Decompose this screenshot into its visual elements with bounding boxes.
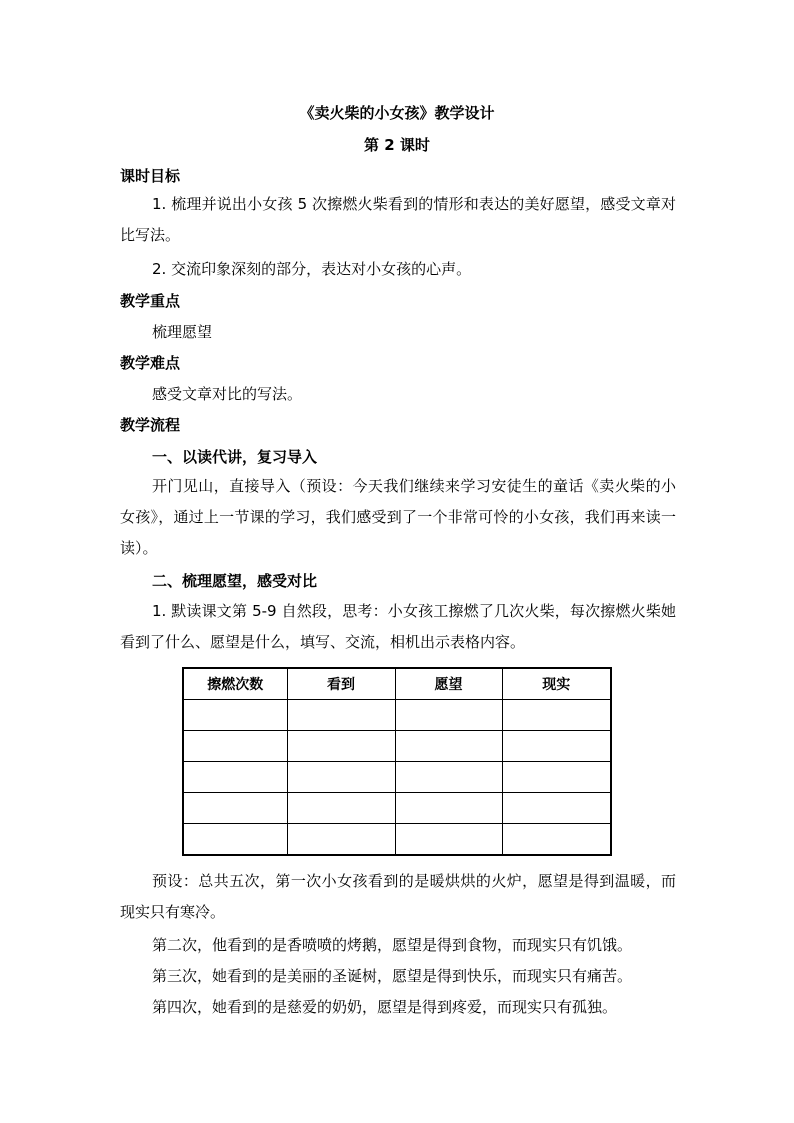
column-header-seen: 看到 [287, 668, 395, 700]
table-cell [183, 824, 287, 856]
difficulty-text: 感受文章对比的写法。 [152, 385, 303, 403]
answer-paragraph-3: 第三次，她看到的是美丽的圣诞树，愿望是得到快乐，而现实只有痛苦。 [152, 967, 633, 985]
table-row [183, 731, 611, 762]
table-cell [183, 700, 287, 731]
key-points-heading: 教学重点 [120, 292, 181, 310]
table-cell [395, 700, 502, 731]
section-1-heading: 一、以读代讲，复习导入 [152, 448, 318, 466]
table-header-row [183, 668, 611, 700]
answer-paragraph-4: 第四次，她看到的是慈爱的奶奶，愿望是得到疼爱，而现实只有孤独。 [152, 998, 618, 1016]
table-cell [502, 700, 611, 731]
table-cell [395, 824, 502, 856]
section-2-text: 1. 默读课文第 5-9 自然段，思考：小女孩工擦燃了几次火柴，每次擦燃火柴她看到了什么、愿望是什么，填写、交流，相机出示表格内容。 [120, 602, 676, 651]
table-cell [395, 731, 502, 762]
goal-item-1: 1. 梳理并说出小女孩 5 次擦燃火柴看到的情形和表达的美好愿望，感受文章对比写法。 [120, 195, 676, 244]
answer-paragraph-2: 第二次，他看到的是香喷喷的烤鹅，愿望是得到食物，而现实只有饥饿。 [152, 936, 633, 954]
table-cell [502, 793, 611, 824]
column-header-count: 擦燃次数 [183, 668, 287, 700]
column-header-reality: 现实 [502, 668, 611, 700]
difficulty-heading: 教学难点 [120, 354, 181, 372]
table-cell [183, 731, 287, 762]
table-cell [183, 762, 287, 793]
table-cell [287, 762, 395, 793]
table-cell [502, 824, 611, 856]
table-cell [395, 793, 502, 824]
table-cell [395, 762, 502, 793]
key-points-text: 梳理愿望 [152, 323, 213, 341]
section-1-text: 开门见山，直接导入（预设：今天我们继续来学习安徒生的童话《卖火柴的小女孩》，通过上一节课的学习，我们感受到了一个非常可怜的小女孩，我们再来读一读）。 [120, 477, 676, 557]
answer-paragraph-1: 预设：总共五次，第一次小女孩看到的是暖烘烘的火炉，愿望是得到温暖，而现实只有寒冷。 [120, 872, 676, 921]
table-cell [502, 762, 611, 793]
lesson-subtitle: 第 2 课时 [364, 136, 430, 154]
table-row [183, 824, 611, 856]
table-cell [287, 731, 395, 762]
table-cell [287, 793, 395, 824]
table-row [183, 762, 611, 793]
table-cell [287, 824, 395, 856]
goal-item-2: 2. 交流印象深刻的部分，表达对小女孩的心声。 [152, 260, 472, 278]
column-header-wish: 愿望 [395, 668, 502, 700]
table-cell [183, 793, 287, 824]
document-title: 《卖火柴的小女孩》教学设计 [299, 104, 495, 122]
worksheet-table [182, 667, 612, 856]
table-row [183, 700, 611, 731]
section-2-heading: 二、梳理愿望，感受对比 [152, 572, 318, 590]
table-cell [287, 700, 395, 731]
table-cell [502, 731, 611, 762]
process-heading: 教学流程 [120, 416, 181, 434]
goals-heading: 课时目标 [120, 167, 181, 185]
table-row [183, 793, 611, 824]
